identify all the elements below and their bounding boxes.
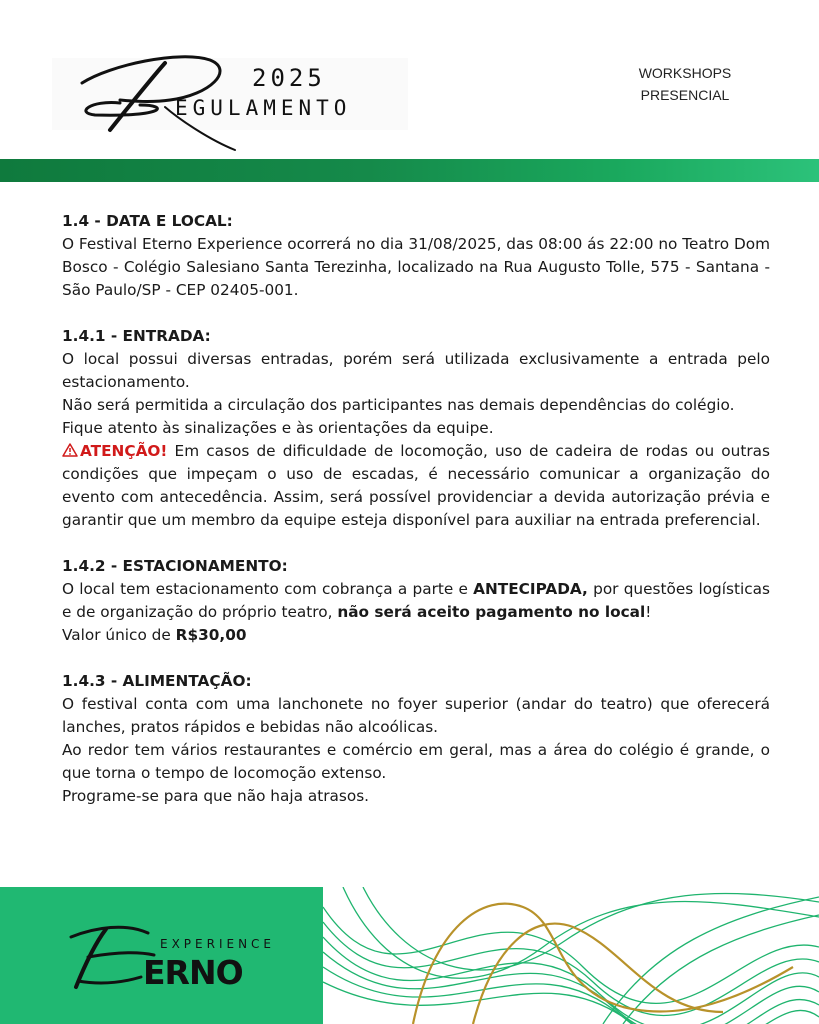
estacionamento-bold-2: não será aceito pagamento no local [337,603,646,621]
warning-label: ATENÇÃO! [80,442,168,460]
wave-lines-graphic [323,887,819,1024]
event-type-line2: PRESENCIAL [640,87,730,103]
section-title-estacionamento: 1.4.2 - ESTACIONAMENTO: [62,557,288,575]
entrada-paragraph-2: Não será permitida a circulação dos participantes nas demais dependências do colégio. [62,396,735,414]
alimentacao-paragraph-2: Ao redor tem vários restaurantes e comércio em geral, mas a área do colégio é grande, o que torna o tempo de locomoção extenso. [62,741,770,782]
entrada-paragraph-3: Fique atento às sinalizações e às orientações da equipe. [62,419,494,437]
estacionamento-bold-1: ANTECIPADA, [473,580,588,598]
page-header [0,0,819,160]
warning-icon [62,443,78,457]
regulation-content [62,210,770,808]
section-title-entrada: 1.4.1 - ENTRADA: [62,327,211,345]
event-type-line1: WORKSHOPS [638,65,732,81]
section-title-alimentacao: 1.4.3 - ALIMENTAÇÃO: [62,672,252,690]
event-type-label [615,62,755,106]
price-value: R$30,00 [175,626,247,644]
price-label: Valor único de [62,626,176,644]
entrada-paragraph-1: O local possui diversas entradas, porém será utilizada exclusivamente a entrada pelo estacionamento. [62,350,770,391]
estacionamento-text-1: O local tem estacionamento com cobrança a parte e [62,580,474,598]
estacionamento-text-2: por questões logísticas e de organização do próprio teatro, [62,580,770,621]
green-divider-bar [0,159,819,182]
estacionamento-paragraph [62,578,770,624]
estacionamento-text-3: ! [645,603,652,621]
footer-logo-experience: EXPERIENCE [160,937,276,951]
logo-year: 2025 [252,64,326,92]
logo-title: EGULAMENTO [175,96,352,120]
warning-text: Em casos de dificuldade de locomoção, uso de cadeira de rodas ou outras condições que impeçam o uso de escadas, é necessário comunicar a organização do evento com antecedência. Assim, será possível providenciar a devida autorização prévia e garantir que um membro da equipe esteja disponível para auxiliar na entrada preferencial. [62,442,770,529]
footer-wave-decoration [323,887,819,1024]
estacionamento-price [62,624,770,647]
alimentacao-paragraph-3: Programe-se para que não haja atrasos. [62,787,370,805]
alimentacao-paragraph-1: O festival conta com uma lanchonete no foyer superior (andar do teatro) que oferecerá lanches, pratos rápidos e bebidas não alcoólicas. [62,695,770,736]
section-text-data-local: O Festival Eterno Experience ocorrerá no dia 31/08/2025, das 08:00 ás 22:00 no Teatro Dom Bosco - Colégio Salesiano Santa Terezinha, localizado na Rua Augusto Tolle, 575 - Santana - São Paulo/SP - CEP 02405-001. [62,235,770,299]
footer-logo-erno: ERNO [143,953,243,992]
section-title-data-local: 1.4 - DATA E LOCAL: [62,212,233,230]
entrada-warning [62,440,770,532]
